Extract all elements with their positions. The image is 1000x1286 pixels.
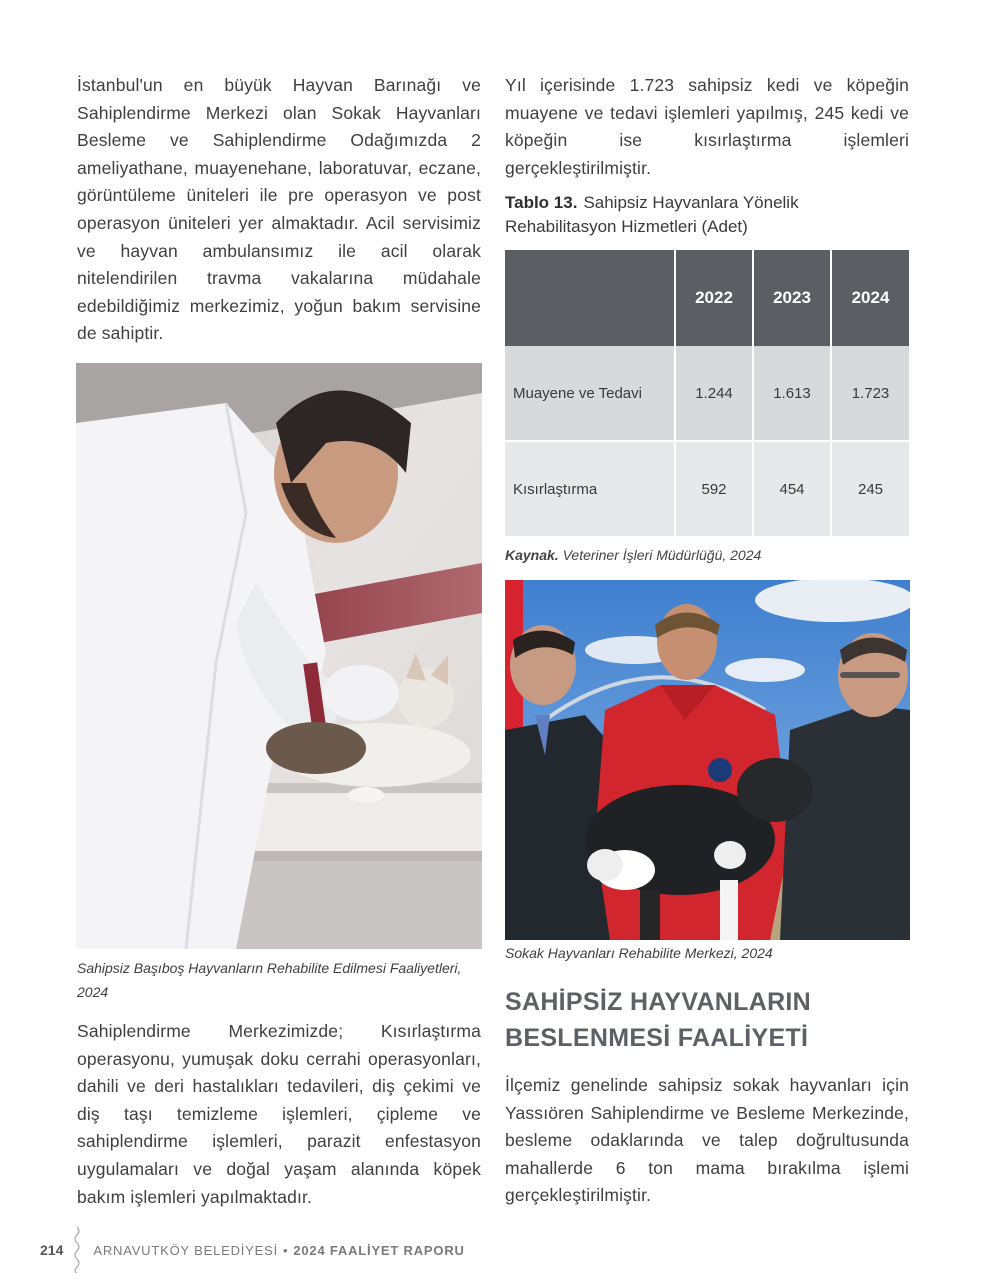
table-title-text: Sahipsiz Hayvanlara Yönelik Rehabilitasyon Hizmetleri (Adet) [505,193,799,236]
table-cell: Kısırlaştırma [505,442,674,538]
rehabilitation-table [505,250,909,538]
vet-examining-cat-photo [76,363,482,949]
dog-rehabilitation-photo [505,580,910,940]
source-text: Veteriner İşleri Müdürlüğü, 2024 [562,547,762,563]
footer-text [93,1243,464,1258]
summary-paragraph: Yıl içerisinde 1.723 sahipsiz kedi ve köpeğin muayene ve tedavi işlemleri yapılmış, 245 kedi ve köpeğin ise kısırlaştırma işlemleri gerçekleştirilmiştir. [505,75,909,178]
table-cell: 245 [830,442,909,538]
table-header-row [505,250,909,346]
table-cell: Muayene ve Tedavi [505,346,674,442]
wave-divider-icon [73,1227,81,1273]
photo-left-caption: Sahipsiz Başıboş Hayvanların Rehabilite Edilmesi Faaliyetleri, 2024 [77,960,462,1000]
intro-paragraph: İstanbul'un en büyük Hayvan Barınağı ve Sahiplendirme Merkezi olan Sokak Hayvanları Besleme ve Sahiplendirme Odağımızda 2 ameliyathane, muayenehane, laboratuvar, eczane, görüntüleme üniteleri ile pre operasyon ve post operasyon üniteleri yer almaktadır. Acil servisimiz ve hayvan ambulansımız ile acil olarak nitelendirilen travma vakalarına müdahale edebildiğimiz merkezimiz, yoğun bakım servisine de sahiptir. [77,75,481,344]
table-row [505,442,909,538]
table-row [505,346,909,442]
photo-right-caption: Sokak Hayvanları Rehabilite Merkezi, 2024 [505,945,773,961]
footer-separator: • [283,1242,289,1258]
page-number: 214 [40,1242,64,1258]
table-cell: 1.723 [830,346,909,442]
table-header-cell: 2023 [752,250,830,346]
table-cell: 454 [752,442,830,538]
table-cell: 1.244 [674,346,752,442]
services-paragraph: Sahiplendirme Merkezimizde; Kısırlaştırma operasyonu, yumuşak doku cerrahi operasyonları, dahili ve deri hastalıkları tedavileri, diş çekimi ve diş taşı temizleme işlemleri, çipleme ve sahiplendirme işlemleri, parazit enfestasyon uygulamaları ve doğal yaşam alanında köpek bakım işlemleri yapılmaktadır. [77,1021,481,1207]
table-cell: 1.613 [752,346,830,442]
table-number: Tablo 13. [505,193,578,212]
table-title [505,191,909,239]
footer-org: ARNAVUTKÖY BELEDİYESİ [93,1242,279,1258]
page-footer [40,1240,465,1260]
table-header-cell: 2024 [830,250,909,346]
section-title-line2: BESLENMESİ FAALİYETİ [505,1024,809,1052]
footer-report: 2024 FAALİYET RAPORU [293,1242,465,1258]
table-header-cell [505,250,674,346]
feeding-paragraph: İlçemiz genelinde sahipsiz sokak hayvanları için Yassıören Sahiplendirme ve Besleme Merkezinde, besleme odaklarında ve talep doğrultusunda mahallerde 6 ton mama bırakılma işlemi gerçekleştirilmiştir. [505,1075,909,1206]
table-header-cell: 2022 [674,250,752,346]
table-cell: 592 [674,442,752,538]
table-source [505,547,761,563]
section-title-line1: SAHİPSİZ HAYVANLARIN [505,988,812,1016]
section-title [505,984,909,1056]
source-label: Kaynak. [505,547,559,563]
